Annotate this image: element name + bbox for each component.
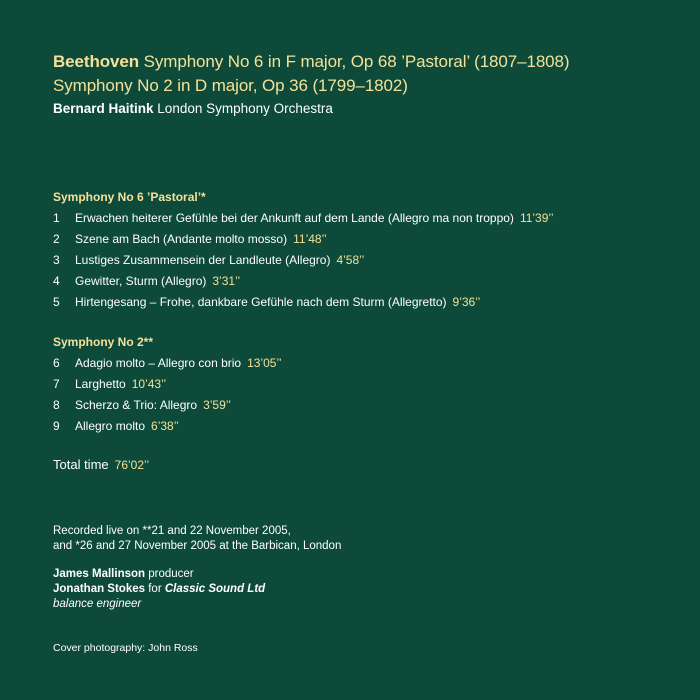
track-number: 1 bbox=[53, 211, 60, 225]
recording-note-line-2: and *26 and 27 November 2005 at the Barbican, London bbox=[53, 540, 342, 552]
title-line-1 bbox=[53, 52, 569, 72]
track-number: 4 bbox=[53, 274, 60, 288]
recording-note-line-1: Recorded live on **21 and 22 November 2005, bbox=[53, 525, 291, 537]
section-title-symphony-2: Symphony No 2** bbox=[53, 335, 154, 349]
track-number: 9 bbox=[53, 419, 60, 433]
track-number: 7 bbox=[53, 377, 60, 391]
total-time bbox=[53, 457, 149, 472]
track-title: Allegro molto bbox=[75, 419, 146, 433]
track-duration: 11’48’’ bbox=[293, 232, 327, 246]
track-duration: 3’31’’ bbox=[212, 274, 241, 288]
engineer-for: for bbox=[148, 583, 162, 595]
engineer-company: Classic Sound Ltd bbox=[164, 583, 266, 595]
track-duration: 9’36’’ bbox=[452, 295, 481, 309]
booklet-page bbox=[53, 0, 693, 700]
track-title: Adagio molto – Allegro con brio bbox=[75, 356, 242, 370]
work-2-title: Symphony No 2 in D major, Op 36 (1799–1802) bbox=[53, 76, 408, 95]
track-title: Gewitter, Sturm (Allegro) bbox=[75, 274, 207, 288]
photo-credit: Cover photography: John Ross bbox=[53, 642, 198, 654]
track-number: 8 bbox=[53, 398, 60, 412]
orchestra-name: London Symphony Orchestra bbox=[157, 101, 333, 116]
track-duration: 3’59’’ bbox=[203, 398, 231, 412]
track-title: Erwachen heiterer Gefühle bei der Ankunft auf dem Lande (Allegro ma non troppo) bbox=[75, 211, 514, 225]
track-duration: 13’05’’ bbox=[247, 356, 282, 370]
track-number: 3 bbox=[53, 253, 60, 267]
track-title: Hirtengesang – Frohe, dankbare Gefühle nach dem Sturm (Allegretto) bbox=[75, 295, 447, 309]
total-time-label: Total time bbox=[53, 457, 109, 472]
track-duration: 11’39’’ bbox=[519, 211, 554, 225]
performers-line bbox=[53, 101, 333, 116]
track-number: 5 bbox=[53, 295, 60, 309]
conductor-name: Bernard Haitink bbox=[53, 101, 154, 116]
producer-credit bbox=[53, 568, 194, 580]
track-duration: 4’58’’ bbox=[336, 253, 365, 267]
section-title-symphony-6: Symphony No 6 ’Pastoral’* bbox=[53, 190, 206, 204]
work-1-title: Symphony No 6 in F major, Op 68 ’Pastoral’ (1807–1808) bbox=[143, 52, 570, 71]
engineer-role: balance engineer bbox=[53, 598, 142, 610]
title-line-2 bbox=[53, 76, 408, 96]
track-number: 2 bbox=[53, 232, 60, 246]
producer-role: producer bbox=[148, 568, 194, 580]
track-title: Scherzo & Trio: Allegro bbox=[75, 398, 198, 412]
composer-name: Beethoven bbox=[53, 52, 140, 71]
track-duration: 6’38’’ bbox=[151, 419, 179, 433]
track-number: 6 bbox=[53, 356, 60, 370]
track-title: Larghetto bbox=[75, 377, 126, 391]
track-duration: 10’43’’ bbox=[131, 377, 167, 391]
engineer-credit bbox=[53, 583, 265, 595]
track-title: Szene am Bach (Andante molto mosso) bbox=[75, 232, 288, 246]
producer-name: James Mallinson bbox=[53, 568, 146, 580]
total-time-value: 76’02’’ bbox=[114, 458, 150, 472]
engineer-name: Jonathan Stokes bbox=[53, 583, 146, 595]
track-title: Lustiges Zusammensein der Landleute (Allegro) bbox=[75, 253, 331, 267]
